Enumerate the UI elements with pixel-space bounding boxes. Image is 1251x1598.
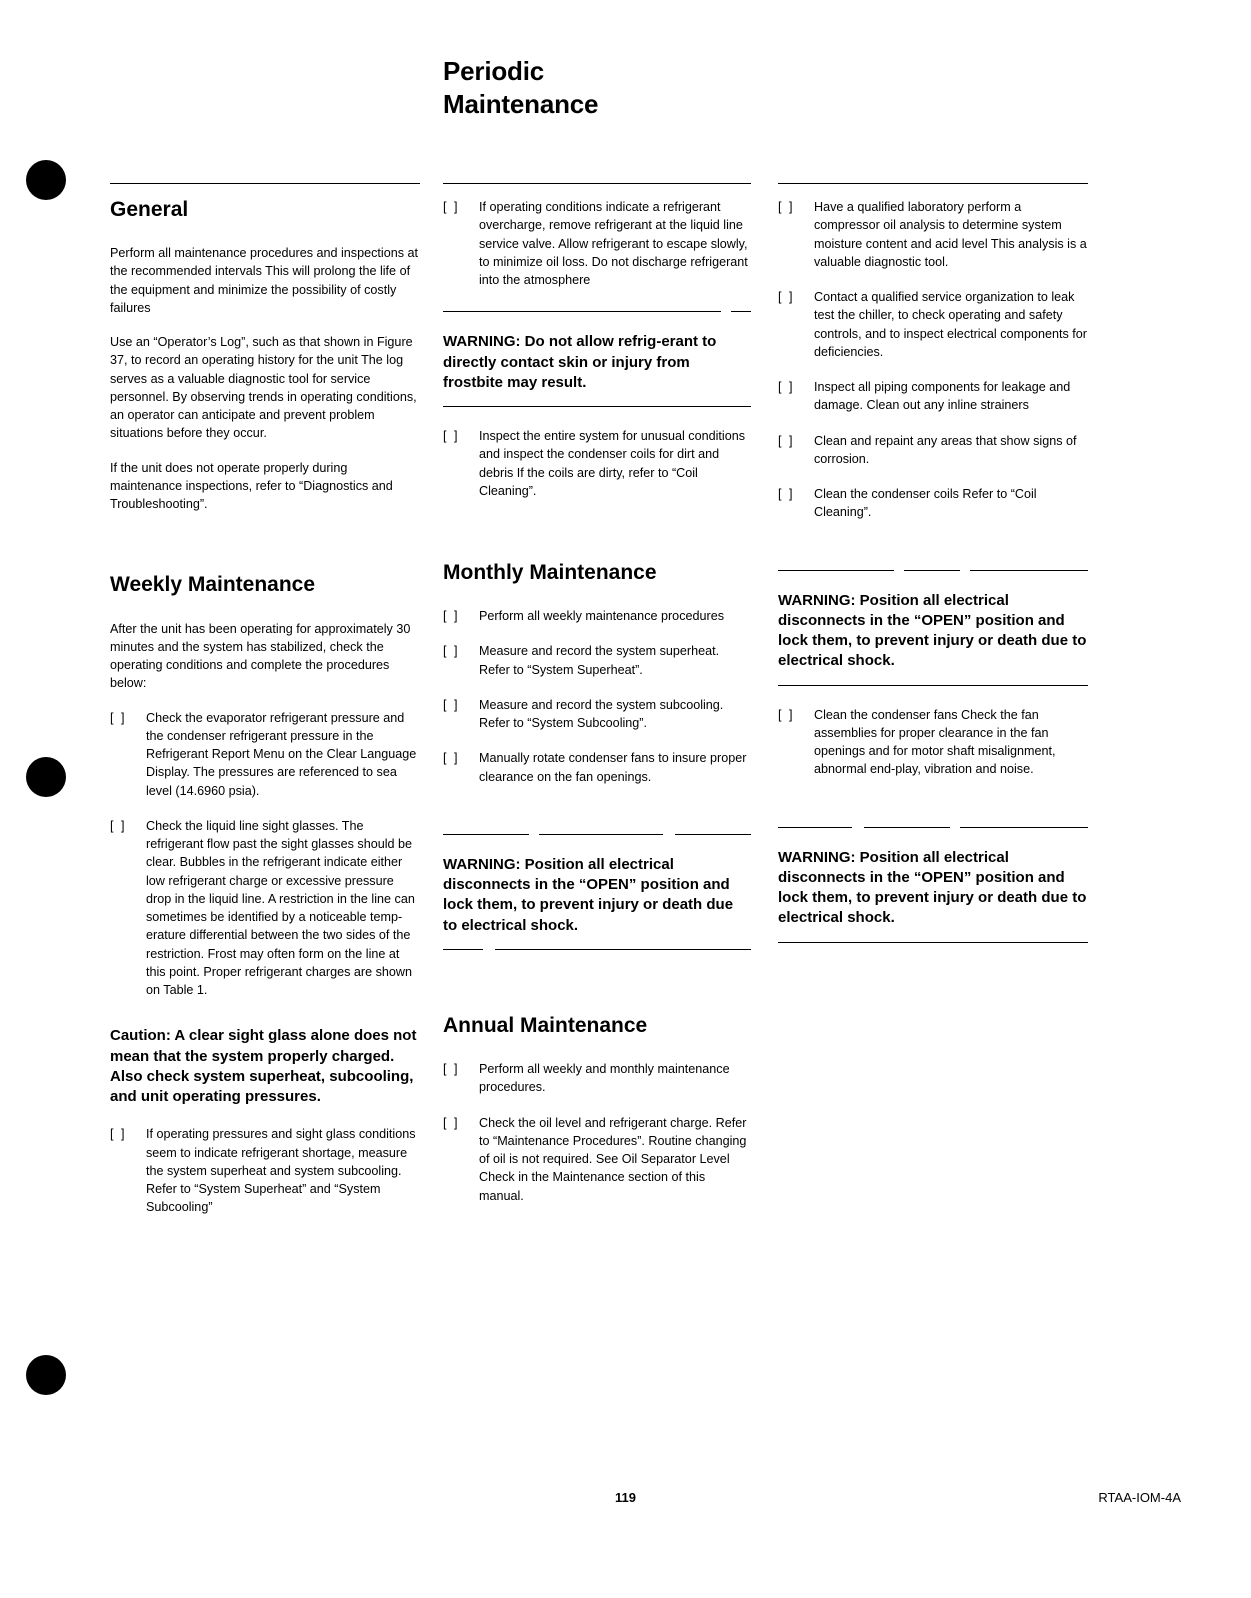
- checklist-item: [443, 198, 751, 289]
- page-title-line-1: Periodic: [443, 56, 544, 86]
- checklist-item-text: Measure and record the system superheat. Refer to “System Superheat”.: [479, 644, 720, 677]
- checklist-item: [110, 817, 420, 1000]
- checklist-item: [778, 198, 1088, 271]
- checklist-item: [778, 706, 1088, 779]
- checklist-item-text: Perform all weekly and monthly maintenance procedures.: [479, 1062, 730, 1095]
- divider: [110, 183, 420, 184]
- divider: [443, 306, 751, 318]
- section-heading-general: General: [110, 198, 189, 221]
- checklist-item: [778, 432, 1088, 469]
- divider: [443, 944, 751, 956]
- checklist-item: [110, 709, 420, 800]
- divider: [778, 183, 1088, 184]
- margin-bullet-icon: [26, 160, 66, 200]
- checkbox-icon[interactable]: [ ]: [778, 290, 795, 304]
- checkbox-icon[interactable]: [ ]: [443, 609, 460, 624]
- column-center: [443, 183, 751, 1222]
- checklist-item-text: Clean the condenser fans Check the fan assemblies for proper clearance in the fan openings and for motor shaft misalignment, abnormal end-play, vibration and noise.: [814, 707, 1056, 777]
- page-title-line-2: Maintenance: [443, 89, 599, 120]
- divider: [778, 937, 1088, 949]
- section-heading-weekly-maintenance: Weekly Maintenance: [110, 573, 316, 597]
- margin-bullet-icon: [26, 757, 66, 797]
- checkbox-icon[interactable]: [ ]: [110, 818, 127, 833]
- checklist-item-text: Check the evaporator refrigerant pressure and the condenser refrigerant pressure in the Refrigerant Report Menu on the Clear Language Display. The pressures are referenced to sea level (14.6960 psia).: [146, 710, 417, 798]
- checkbox-icon[interactable]: [ ]: [778, 380, 795, 394]
- checklist-item: [778, 288, 1088, 361]
- checkbox-icon[interactable]: [ ]: [778, 707, 795, 722]
- checklist-item-text: Measure and record the system subcooling. Refer to “System Subcooling”.: [479, 697, 724, 731]
- checklist-item: [443, 1060, 751, 1097]
- checklist-item-text: Manually rotate condenser fans to insure proper clearance on the fan openings.: [479, 751, 747, 784]
- checkbox-icon[interactable]: [ ]: [110, 1127, 127, 1142]
- divider: [443, 401, 751, 413]
- divider: [778, 822, 1088, 834]
- divider: [443, 829, 751, 841]
- checklist-item-text: Inspect the entire system for unusual conditions and inspect the condenser coils for dirt and debris If the coils are dirty, refer to “Coil Cleaning”.: [479, 429, 746, 498]
- checkbox-icon[interactable]: [ ]: [778, 200, 795, 214]
- checklist-item: [443, 642, 751, 679]
- checklist-item-text: Have a qualified laboratory perform a compressor oil analysis to determine system moisture content and acid level This analysis is a valuable diagnostic tool.: [814, 200, 1087, 269]
- warning-note: WARNING: Do not allow refrig-erant to directly contact skin or injury from frostbite may result.: [443, 333, 717, 391]
- column-left: [110, 183, 420, 1234]
- checklist-item-text: Contact a qualified service organization to leak test the chiller, to check operating and safety controls, and to inspect electrical components for deficiencies.: [814, 290, 1088, 359]
- divider: [778, 565, 1088, 577]
- checklist-item-text: Clean the condenser coils Refer to “Coil Cleaning”.: [814, 487, 1037, 520]
- checkbox-icon[interactable]: [ ]: [443, 697, 460, 712]
- warning-note: WARNING: Position all electrical disconnects in the “OPEN” position and lock them, to prevent injury or death due to electrical shock.: [778, 848, 1087, 927]
- page-title: [443, 55, 863, 122]
- column-right: [778, 183, 1088, 963]
- checkbox-icon[interactable]: [ ]: [443, 429, 460, 443]
- divider: [443, 183, 751, 184]
- checklist-item: [443, 696, 751, 733]
- warning-note: WARNING: Position all electrical disconnects in the “OPEN” position and lock them, to prevent injury or death due to electrical shock.: [443, 855, 734, 934]
- checklist-item: [110, 1125, 420, 1216]
- checklist-item-text: Clean and repaint any areas that show signs of corrosion.: [814, 433, 1077, 466]
- checkbox-icon[interactable]: [ ]: [110, 710, 127, 725]
- checkbox-icon[interactable]: [ ]: [443, 751, 460, 766]
- checklist-item: [443, 427, 751, 500]
- warning-note: WARNING: Position all electrical disconnects in the “OPEN” position and lock them, to prevent injury or death due to electrical shock.: [778, 591, 1087, 670]
- section-heading-monthly-maintenance: Monthly Maintenance: [443, 561, 657, 584]
- checkbox-icon[interactable]: [ ]: [443, 644, 460, 659]
- checklist-item: [443, 749, 751, 786]
- page-number: 119: [615, 1490, 636, 1505]
- checklist-item-text: If operating pressures and sight glass conditions seem to indicate refrigerant shortage, measure the system superheat and system subcooling. Refer to “System Superheat” and “System Subcooling”: [146, 1127, 416, 1215]
- checklist-item: [443, 607, 751, 625]
- checkbox-icon[interactable]: [ ]: [443, 200, 460, 214]
- checklist-item-text: If operating conditions indicate a refrigerant overcharge, remove refrigerant at the liquid line service valve. Allow refrigerant to escape slowly, to minimize oil loss. Do not discharge refrigerant into the atmosphere: [479, 200, 748, 287]
- divider: [778, 680, 1088, 692]
- paragraph: Use an “Operator’s Log”, such as that shown in Figure 37, to record an operating history for the unit The log serves as a valuable diagnostic tool for service personnel. By observing trends in operating conditions, an operator can anticipate and prevent problem situations before they occur.: [110, 335, 417, 441]
- margin-bullet-icon: [26, 1355, 66, 1395]
- caution-note: Caution: A clear sight glass alone does not mean that the system properly charged. Also check system superheat, subcooling, and unit operating pressures.: [110, 1027, 417, 1106]
- checklist-item-text: Check the liquid line sight glasses. The refrigerant flow past the sight glasses should be clear. Bubbles in the refrigerant indicate either low refrigerant charge or excessive pressure drop in the liquid line. A restriction in the line can sometimes be identified by a noticeable temp-erature differential between the two sides of the restriction. Frost may often form on the line at this point. Proper refrigerant charges are shown on Table 1.: [146, 818, 415, 998]
- section-heading-annual-maintenance: Annual Maintenance: [443, 1013, 648, 1037]
- checkbox-icon[interactable]: [ ]: [443, 1062, 460, 1077]
- checklist-item: [778, 485, 1088, 522]
- checklist-item-text: Inspect all piping components for leakage and damage. Clean out any inline strainers: [814, 380, 1071, 413]
- paragraph: After the unit has been operating for approximately 30 minutes and the system has stabilized, check the operating conditions and complete the procedures below:: [110, 621, 411, 691]
- checkbox-icon[interactable]: [ ]: [778, 433, 795, 448]
- checklist-item: [443, 1114, 751, 1205]
- checklist-item: [778, 378, 1088, 415]
- checkbox-icon[interactable]: [ ]: [443, 1115, 460, 1130]
- checkbox-icon[interactable]: [ ]: [778, 487, 795, 501]
- paragraph: If the unit does not operate properly during maintenance inspections, refer to “Diagnostics and Troubleshooting”.: [110, 460, 393, 512]
- paragraph: Perform all maintenance procedures and inspections at the recommended intervals This will prolong the life of the equipment and minimize the possibility of costly failures: [110, 246, 419, 315]
- document-code: RTAA-IOM-4A: [1098, 1490, 1181, 1505]
- checklist-item-text: Check the oil level and refrigerant charge. Refer to “Maintenance Procedures”. Routine changing of oil is not required. See Oil Separator Level Check in the Maintenance section of this manual.: [479, 1115, 747, 1203]
- checklist-item-text: Perform all weekly maintenance procedures: [479, 609, 724, 624]
